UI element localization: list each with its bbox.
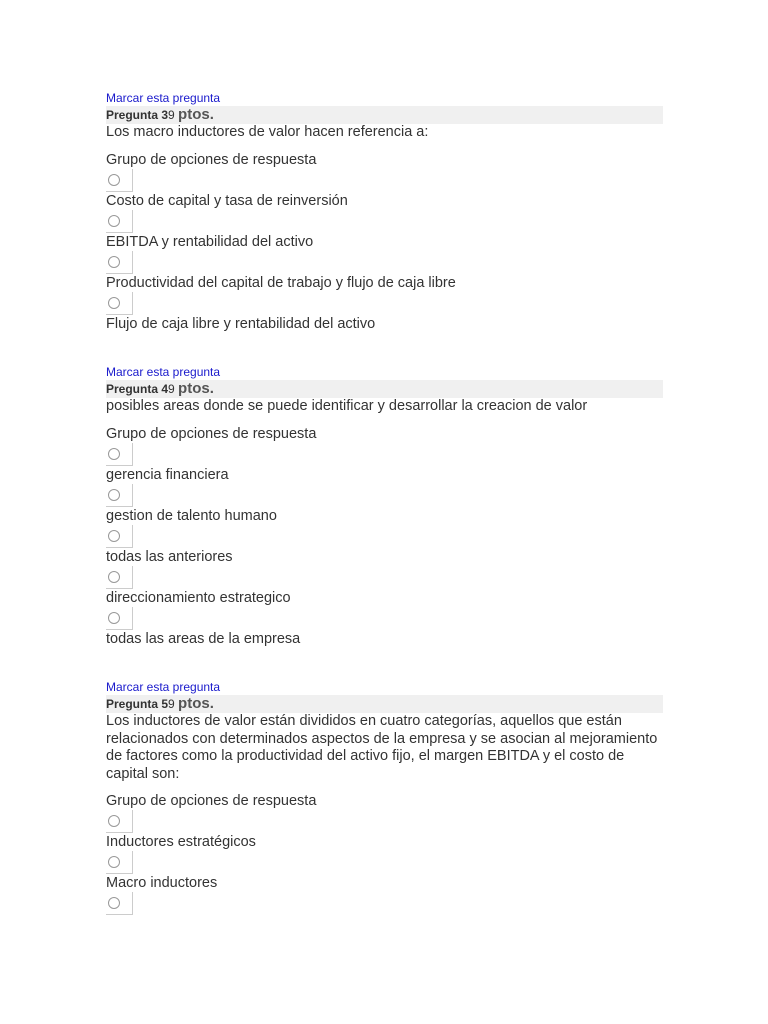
answer-option[interactable] <box>106 443 663 484</box>
answer-option-label: todas las areas de la empresa <box>106 630 301 647</box>
answer-option[interactable] <box>106 851 663 892</box>
question-points: 9 <box>168 697 175 711</box>
radio-circle-icon <box>108 530 120 542</box>
answer-option-label: Flujo de caja libre y rentabilidad del activo <box>106 315 376 332</box>
answer-group-label: Grupo de opciones de respuesta <box>106 793 317 809</box>
question-text: posibles areas donde se puede identificar y desarrollar la creacion de valor <box>106 398 588 414</box>
question-number: Pregunta 5 <box>106 697 169 711</box>
radio-button[interactable] <box>106 810 133 833</box>
answer-option-label: gestion de talento humano <box>106 507 277 524</box>
answer-option-label: Macro inductores <box>106 875 218 891</box>
answer-option[interactable] <box>106 210 663 251</box>
answer-option-label: direccionamiento estrategico <box>106 589 291 606</box>
question-header <box>106 695 663 713</box>
answer-option[interactable] <box>106 607 663 648</box>
radio-button[interactable] <box>106 443 133 466</box>
points-label: ptos. <box>178 380 214 397</box>
flag-question-link[interactable]: Marcar esta pregunta <box>106 365 221 379</box>
answer-option[interactable] <box>106 525 663 566</box>
question-points: 9 <box>168 382 175 396</box>
answer-option[interactable] <box>106 566 663 607</box>
radio-button[interactable] <box>106 851 133 874</box>
answer-option[interactable] <box>106 169 663 210</box>
answer-option[interactable] <box>106 484 663 525</box>
radio-button[interactable] <box>106 251 133 274</box>
question-points: 9 <box>168 108 175 122</box>
radio-circle-icon <box>108 897 120 909</box>
radio-circle-icon <box>108 612 120 624</box>
radio-button[interactable] <box>106 484 133 507</box>
answer-option-label: todas las anteriores <box>106 548 233 565</box>
radio-button[interactable] <box>106 566 133 589</box>
answer-option-label: Productividad del capital de trabajo y flujo de caja libre <box>106 274 456 291</box>
radio-button[interactable] <box>106 525 133 548</box>
answer-option[interactable] <box>106 292 663 333</box>
radio-circle-icon <box>108 815 120 827</box>
radio-button[interactable] <box>106 169 133 192</box>
question-text: Los inductores de valor están divididos en cuatro categorías, aquellos que están relacionados con determinados aspectos de la empresa y se asocian al mejoramiento de factores como la productividad del activo fijo, el margen EBITDA y el costo de capital son: <box>106 713 658 782</box>
question-block-3 <box>106 91 663 333</box>
question-text: Los macro inductores de valor hacen referencia a: <box>106 124 429 140</box>
radio-circle-icon <box>108 215 120 227</box>
question-number: Pregunta 4 <box>106 382 169 396</box>
radio-circle-icon <box>108 448 120 460</box>
radio-circle-icon <box>108 856 120 868</box>
radio-circle-icon <box>108 571 120 583</box>
question-block-4 <box>106 365 663 648</box>
radio-button[interactable] <box>106 607 133 630</box>
radio-button[interactable] <box>106 292 133 315</box>
answer-option-label: Inductores estratégicos <box>106 834 256 850</box>
radio-circle-icon <box>108 297 120 309</box>
radio-circle-icon <box>108 174 120 186</box>
answer-option[interactable] <box>106 810 663 851</box>
question-block-5 <box>106 680 663 933</box>
answer-group-label: Grupo de opciones de respuesta <box>106 425 317 442</box>
radio-circle-icon <box>108 489 120 501</box>
answer-group-label: Grupo de opciones de respuesta <box>106 151 317 168</box>
radio-circle-icon <box>108 256 120 268</box>
points-label: ptos. <box>178 106 214 123</box>
question-header <box>106 106 663 124</box>
flag-question-link[interactable]: Marcar esta pregunta <box>106 91 221 105</box>
answer-option[interactable] <box>106 892 663 933</box>
answer-option-label: EBITDA y rentabilidad del activo <box>106 233 314 250</box>
radio-button[interactable] <box>106 210 133 233</box>
answer-option-label: gerencia financiera <box>106 466 229 483</box>
question-number: Pregunta 3 <box>106 108 169 122</box>
flag-question-link[interactable]: Marcar esta pregunta <box>106 680 221 694</box>
question-header <box>106 380 663 398</box>
points-label: ptos. <box>178 695 214 712</box>
radio-button[interactable] <box>106 892 133 915</box>
answer-option[interactable] <box>106 251 663 292</box>
answer-option-label: Costo de capital y tasa de reinversión <box>106 192 348 209</box>
